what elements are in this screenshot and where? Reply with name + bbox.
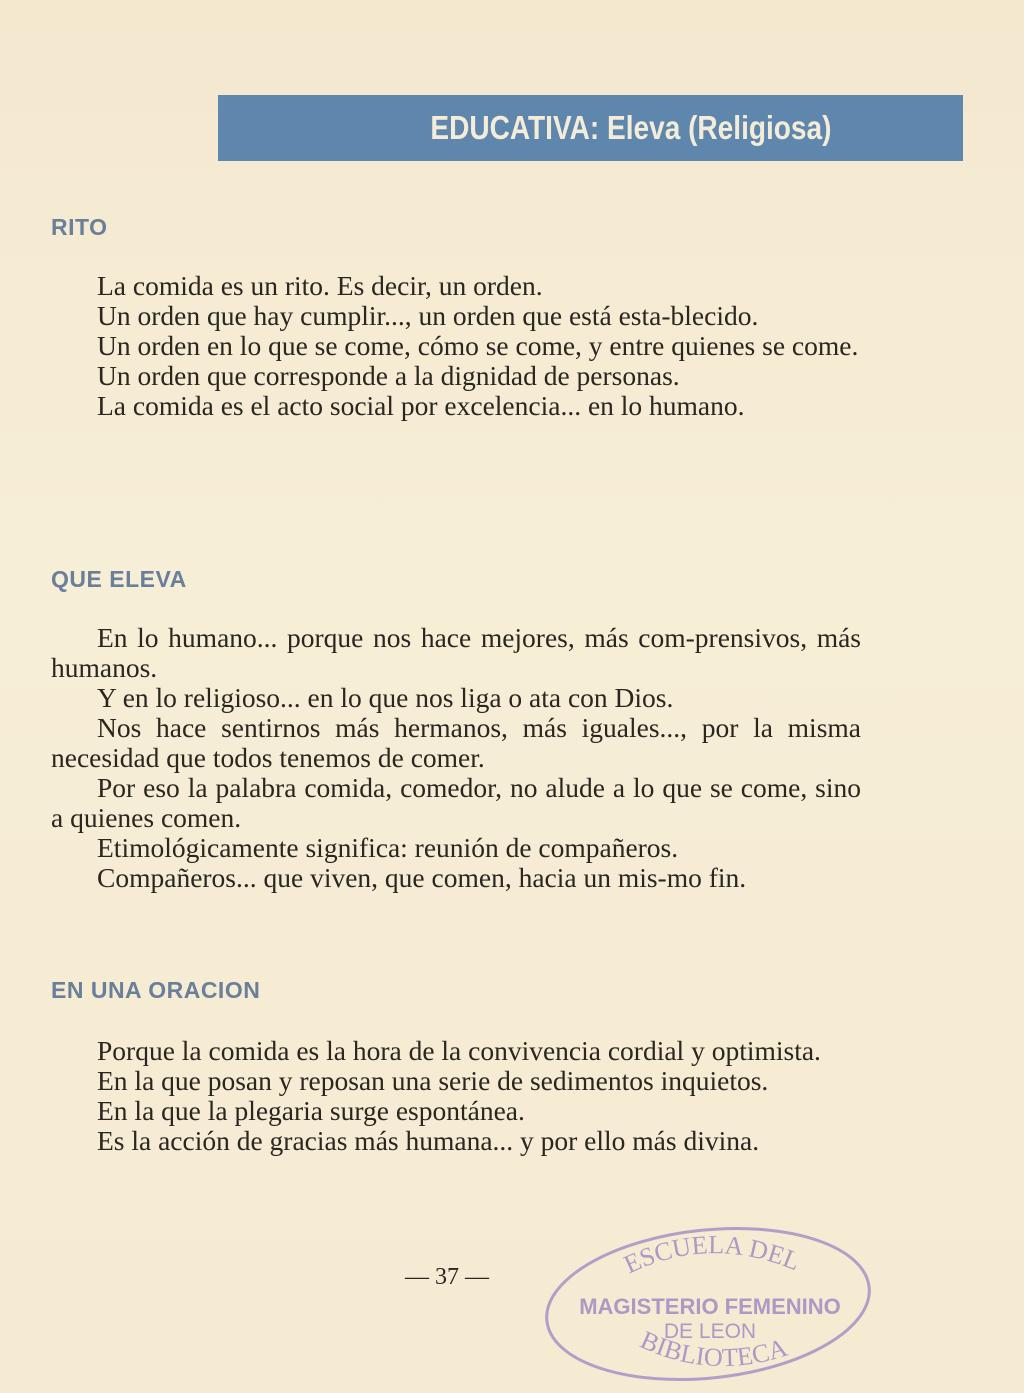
paragraph: Un orden que corresponde a la dignidad de personas. xyxy=(97,360,680,391)
paragraph: Compañeros... que viven, que comen, hacia un mis-mo fin. xyxy=(97,862,747,893)
paragraph: Un orden en lo que se come, cómo se come, y entre quienes se come. xyxy=(97,330,859,361)
heading-en-una-oracion: EN UNA ORACION xyxy=(51,977,261,1003)
paragraph: Un orden que hay cumplir..., un orden que está esta-blecido. xyxy=(97,300,759,331)
stamp-bottom-text: BIBLIOTECA xyxy=(636,1325,791,1373)
stamp-lower-text: DE LEON xyxy=(663,1320,757,1343)
section-oracion-body xyxy=(51,1036,861,1156)
paragraph: La comida es el acto social por excelencia... en lo humano. xyxy=(97,390,745,421)
heading-que-eleva: QUE ELEVA xyxy=(51,566,187,592)
library-stamp xyxy=(538,1222,878,1387)
paragraph: Etimológicamente significa: reunión de compañeros. xyxy=(97,832,679,863)
paragraph: Porque la comida es la hora de la convivencia cordial y optimista. xyxy=(97,1035,821,1066)
heading-rito: RITO xyxy=(51,214,108,240)
stamp-top-text: ESCUELA DEL xyxy=(619,1230,805,1280)
banner-title: EDUCATIVA: Eleva (Religiosa) xyxy=(429,109,832,146)
paragraph: En la que posan y reposan una serie de sedimentos inquietos. xyxy=(97,1065,769,1096)
paragraph: Y en lo religioso... en lo que nos liga o ata con Dios. xyxy=(97,682,674,713)
stamp-middle-text: MAGISTERIO FEMENINO xyxy=(579,1294,841,1319)
section-rito-body xyxy=(51,271,861,421)
section-que-eleva-body xyxy=(51,623,861,893)
paragraph: Por eso la palabra comida, comedor, no alude a lo que se come, sino a quienes comen. xyxy=(51,772,861,833)
paragraph: La comida es un rito. Es decir, un orden. xyxy=(97,270,543,301)
section-banner xyxy=(218,95,963,161)
paragraph: En la que la plegaria surge espontánea. xyxy=(97,1095,525,1126)
paragraph: Es la acción de gracias más humana... y por ello más divina. xyxy=(97,1125,760,1156)
paragraph: En lo humano... porque nos hace mejores, más com-prensivos, más humanos. xyxy=(51,622,861,683)
paragraph: Nos hace sentirnos más hermanos, más iguales..., por la misma necesidad que todos tenemos de comer. xyxy=(51,712,861,773)
page-number: — 37 — xyxy=(405,1264,489,1290)
